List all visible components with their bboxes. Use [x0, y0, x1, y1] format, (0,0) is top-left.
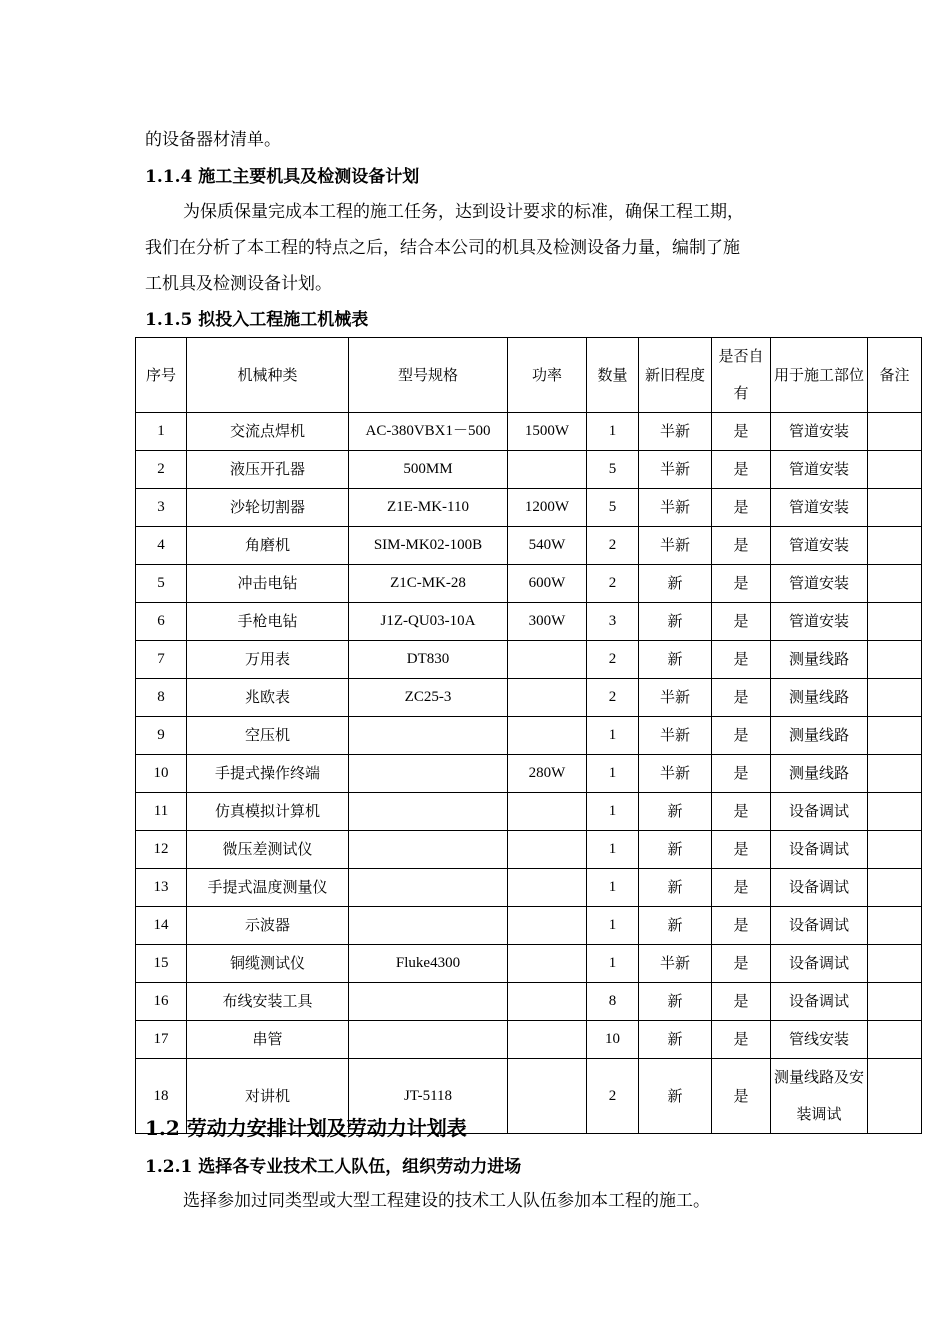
table-cell: 沙轮切割器 [187, 489, 349, 527]
table-row [136, 1021, 922, 1059]
table-row [136, 641, 922, 679]
table-cell: 4 [136, 527, 187, 565]
table-cell [868, 831, 922, 869]
table-cell: 设备调试 [771, 945, 868, 983]
header-cell: 功率 [508, 338, 587, 413]
table-cell [349, 793, 508, 831]
table-cell: 是 [712, 413, 771, 451]
table-row [136, 413, 922, 451]
table-cell [868, 679, 922, 717]
table-cell: 管道安装 [771, 565, 868, 603]
paragraph-line-1: 为保质保量完成本工程的施工任务，达到设计要求的标准，确保工程工期， [183, 202, 744, 222]
table-cell [868, 1059, 922, 1134]
table-cell: 新 [639, 1021, 712, 1059]
table-cell: 是 [712, 869, 771, 907]
section-1-1-4-heading: 1.1.4 施工主要机具及检测设备计划 [145, 167, 420, 187]
table-row [136, 451, 922, 489]
table-cell: 冲击电钻 [187, 565, 349, 603]
table-row [136, 679, 922, 717]
table-cell: 1 [587, 869, 639, 907]
table-cell: 测量线路 [771, 717, 868, 755]
table-cell [508, 983, 587, 1021]
table-cell: 仿真模拟计算机 [187, 793, 349, 831]
table-cell: 新 [639, 641, 712, 679]
table-cell: 新 [639, 603, 712, 641]
table-cell: 2 [587, 565, 639, 603]
table-cell: 13 [136, 869, 187, 907]
table-row [136, 527, 922, 565]
table-cell: 5 [136, 565, 187, 603]
table-cell: Z1E-MK-110 [349, 489, 508, 527]
table-cell: SIM-MK02-100B [349, 527, 508, 565]
table-cell: 设备调试 [771, 983, 868, 1021]
table-cell: 1 [587, 831, 639, 869]
table-cell [349, 831, 508, 869]
table-cell [868, 755, 922, 793]
table-cell: 16 [136, 983, 187, 1021]
table-cell: 300W [508, 603, 587, 641]
header-cell: 型号规格 [349, 338, 508, 413]
table-header-row [136, 338, 922, 413]
table-cell: 540W [508, 527, 587, 565]
table-cell: 280W [508, 755, 587, 793]
table-cell: 新 [639, 565, 712, 603]
table-cell: JT-5118 [349, 1059, 508, 1134]
header-cell: 机械种类 [187, 338, 349, 413]
section-1-2-1-paragraph: 选择参加过同类型或大型工程建设的技术工人队伍参加本工程的施工。 [183, 1191, 710, 1211]
section-1-2-heading: 1.2 劳动力安排计划及劳动力计划表 [145, 1116, 467, 1140]
table-cell [508, 451, 587, 489]
table-cell: 测量线路 [771, 641, 868, 679]
table-cell: 新 [639, 1059, 712, 1134]
table-cell: 手提式操作终端 [187, 755, 349, 793]
header-cell: 用于施工部位 [771, 338, 868, 413]
table-cell: 2 [587, 527, 639, 565]
table-cell: 12 [136, 831, 187, 869]
table-cell: 新 [639, 907, 712, 945]
table-cell: 2 [587, 679, 639, 717]
table-cell: 设备调试 [771, 793, 868, 831]
paragraph-line-2: 我们在分析了本工程的特点之后，结合本公司的机具及检测设备力量，编制了施 [145, 238, 740, 258]
table-cell: 半新 [639, 413, 712, 451]
table-cell: 是 [712, 451, 771, 489]
table-cell: 2 [136, 451, 187, 489]
table-cell [349, 717, 508, 755]
table-cell: 新 [639, 869, 712, 907]
table-row [136, 565, 922, 603]
table-cell: 半新 [639, 717, 712, 755]
table-cell: 测量线路 [771, 679, 868, 717]
table-cell: 1 [587, 907, 639, 945]
table-row [136, 603, 922, 641]
machinery-table [135, 337, 922, 1134]
table-cell: 14 [136, 907, 187, 945]
table-cell: 管道安装 [771, 413, 868, 451]
table-cell: 8 [587, 983, 639, 1021]
table-cell: 9 [136, 717, 187, 755]
table-cell: 是 [712, 831, 771, 869]
table-cell: 是 [712, 603, 771, 641]
table-cell: 液压开孔器 [187, 451, 349, 489]
table-cell: 是 [712, 907, 771, 945]
table-row [136, 755, 922, 793]
table-cell: 是 [712, 679, 771, 717]
table-cell [349, 907, 508, 945]
table-cell: 3 [136, 489, 187, 527]
table-cell: 微压差测试仪 [187, 831, 349, 869]
table-cell: 示波器 [187, 907, 349, 945]
table-cell [868, 907, 922, 945]
table-cell: 是 [712, 755, 771, 793]
table-cell: 是 [712, 793, 771, 831]
table-row [136, 793, 922, 831]
table-cell: 角磨机 [187, 527, 349, 565]
table-cell: 管道安装 [771, 489, 868, 527]
table-cell [868, 793, 922, 831]
table-cell: 管线安装 [771, 1021, 868, 1059]
table-cell [508, 869, 587, 907]
table-cell: 15 [136, 945, 187, 983]
table-cell: 交流点焊机 [187, 413, 349, 451]
table-cell [349, 755, 508, 793]
table-cell: 是 [712, 983, 771, 1021]
table-cell: 新 [639, 983, 712, 1021]
table-cell: 设备调试 [771, 907, 868, 945]
table-cell: 8 [136, 679, 187, 717]
table-row [136, 717, 922, 755]
table-cell [508, 793, 587, 831]
table-cell: 万用表 [187, 641, 349, 679]
table-cell: 3 [587, 603, 639, 641]
table-cell: 布线安装工具 [187, 983, 349, 1021]
table-cell: 7 [136, 641, 187, 679]
table-cell: 设备调试 [771, 869, 868, 907]
table-cell: 手提式温度测量仪 [187, 869, 349, 907]
table-cell: 管道安装 [771, 603, 868, 641]
table-cell: 是 [712, 1021, 771, 1059]
table-cell [868, 717, 922, 755]
table-cell: J1Z-QU03-10A [349, 603, 508, 641]
table-cell: DT830 [349, 641, 508, 679]
table-cell: 半新 [639, 451, 712, 489]
table-cell [508, 907, 587, 945]
header-cell: 序号 [136, 338, 187, 413]
table-cell: 测量线路及安装调试 [771, 1059, 868, 1134]
table-cell: 1 [136, 413, 187, 451]
table-cell: 半新 [639, 489, 712, 527]
table-cell: 2 [587, 1059, 639, 1134]
table-cell: 11 [136, 793, 187, 831]
table-cell: 是 [712, 527, 771, 565]
table-cell [349, 869, 508, 907]
table-cell [868, 413, 922, 451]
table-cell: 18 [136, 1059, 187, 1134]
table-cell: 半新 [639, 945, 712, 983]
table-cell: 5 [587, 489, 639, 527]
table-cell: 兆欧表 [187, 679, 349, 717]
table-cell: 1 [587, 413, 639, 451]
table-row [136, 907, 922, 945]
table-cell [508, 717, 587, 755]
table-cell: 是 [712, 717, 771, 755]
table-cell [868, 641, 922, 679]
table-cell: 新 [639, 831, 712, 869]
table-cell [349, 1021, 508, 1059]
intro-tail-text: 的设备器材清单。 [145, 130, 281, 150]
table-cell [868, 983, 922, 1021]
table-cell [868, 869, 922, 907]
table-cell: 管道安装 [771, 451, 868, 489]
table-cell: 1 [587, 717, 639, 755]
table-cell: 空压机 [187, 717, 349, 755]
header-cell: 新旧程度 [639, 338, 712, 413]
table-cell [868, 945, 922, 983]
table-cell: 1 [587, 793, 639, 831]
table-cell: 1500W [508, 413, 587, 451]
table-cell [868, 527, 922, 565]
section-1-2-1-heading: 1.2.1 选择各专业技术工人队伍，组织劳动力进场 [145, 1157, 522, 1177]
header-cell: 备注 [868, 338, 922, 413]
table-cell [868, 489, 922, 527]
table-cell: 2 [587, 641, 639, 679]
table-cell [508, 1059, 587, 1134]
paragraph-line-3: 工机具及检测设备计划。 [145, 274, 332, 294]
table-cell: 半新 [639, 755, 712, 793]
table-cell [868, 565, 922, 603]
table-cell: 串管 [187, 1021, 349, 1059]
table-cell [868, 451, 922, 489]
table-cell: 5 [587, 451, 639, 489]
table-cell: 是 [712, 489, 771, 527]
table-cell: 是 [712, 945, 771, 983]
table-cell: 铜缆测试仪 [187, 945, 349, 983]
table-cell [508, 679, 587, 717]
table-cell: Fluke4300 [349, 945, 508, 983]
section-1-1-5-heading: 1.1.5 拟投入工程施工机械表 [145, 310, 369, 330]
table-cell: 1200W [508, 489, 587, 527]
table-cell: 17 [136, 1021, 187, 1059]
table-cell: AC-380VBX1－500 [349, 413, 508, 451]
table-cell [508, 1021, 587, 1059]
table-cell [868, 1021, 922, 1059]
table-cell: 手枪电钻 [187, 603, 349, 641]
table-cell: 半新 [639, 527, 712, 565]
table-cell: 1 [587, 945, 639, 983]
table-cell: 1 [587, 755, 639, 793]
table-cell: 500MM [349, 451, 508, 489]
table-cell: 新 [639, 793, 712, 831]
table-row [136, 869, 922, 907]
table-cell: 是 [712, 641, 771, 679]
table-row [136, 489, 922, 527]
table-cell: 对讲机 [187, 1059, 349, 1134]
table-cell [508, 945, 587, 983]
table-cell [868, 603, 922, 641]
table-cell: 管道安装 [771, 527, 868, 565]
header-cell: 是否自有 [712, 338, 771, 413]
table-cell: ZC25-3 [349, 679, 508, 717]
table-cell: 10 [587, 1021, 639, 1059]
table-cell [349, 983, 508, 1021]
table-cell: 6 [136, 603, 187, 641]
table-cell [508, 831, 587, 869]
table-row [136, 945, 922, 983]
table-cell: Z1C-MK-28 [349, 565, 508, 603]
table-row [136, 983, 922, 1021]
table-cell [508, 641, 587, 679]
table-row [136, 831, 922, 869]
table-cell: 是 [712, 565, 771, 603]
table-cell: 10 [136, 755, 187, 793]
table-cell: 600W [508, 565, 587, 603]
table-cell: 测量线路 [771, 755, 868, 793]
header-cell: 数量 [587, 338, 639, 413]
table-cell: 是 [712, 1059, 771, 1134]
table-cell: 设备调试 [771, 831, 868, 869]
table-cell: 半新 [639, 679, 712, 717]
